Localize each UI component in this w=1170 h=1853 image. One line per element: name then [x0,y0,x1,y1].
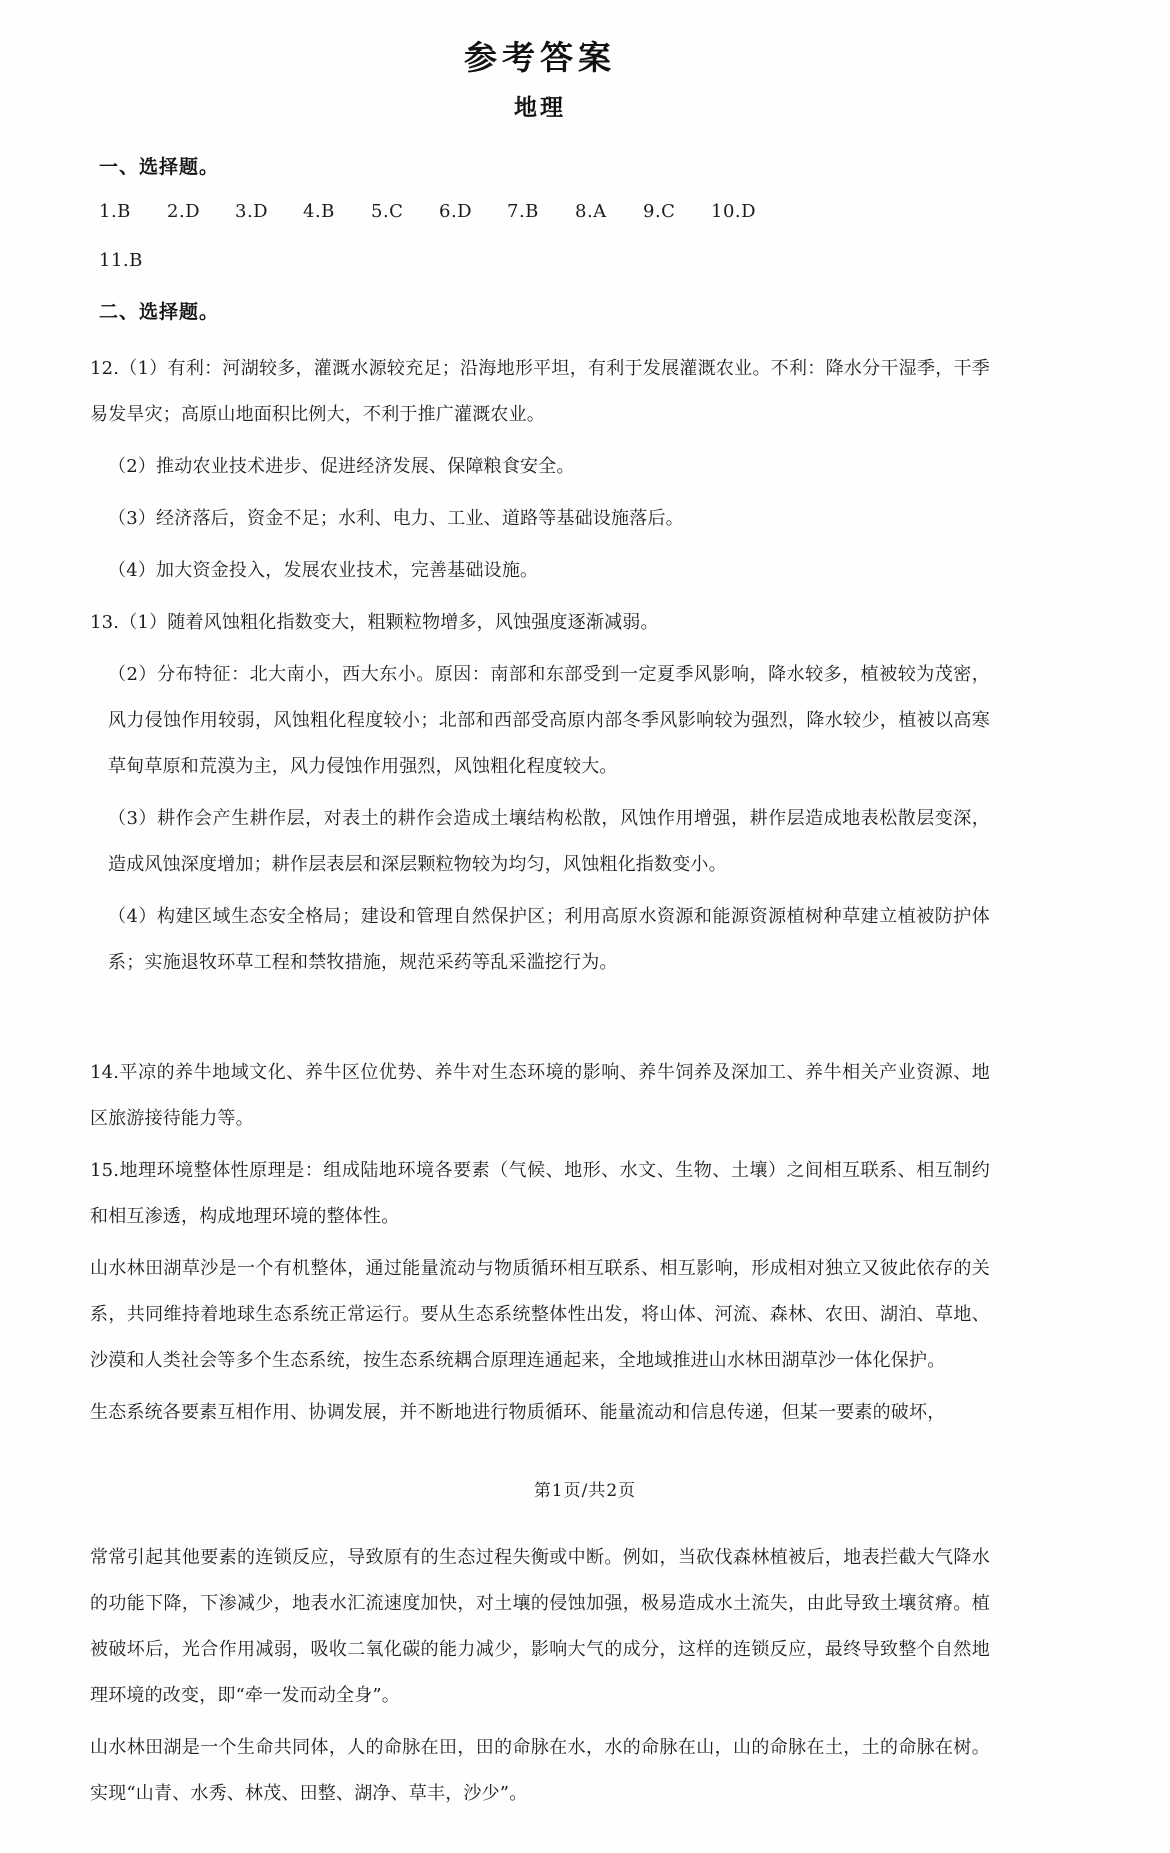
page-two-content [90,1535,990,1817]
section-one-heading: 一、选择题。 [99,156,220,178]
paragraph-spacer [90,992,990,1050]
subject-title: 地理 [514,94,566,121]
answer-paragraph-p2-2: 山水林田湖是一个生命共同体，人的命脉在田，田的命脉在水，水的命脉在山，山的命脉在土，土的命脉在树。实现“山青、水秀、林茂、田整、湖净、草丰，沙少”。 [90,1737,990,1804]
answer-item: 4.B [303,201,335,222]
answer-paragraph-q12-2: （2）推动农业技术进步、促进经济发展、保障粮食安全。 [108,456,575,477]
answer-paragraph-q13-1: 13.（1）随着风蚀粗化指数变大，粗颗粒物增多，风蚀强度逐渐减弱。 [90,612,659,633]
page-title: 参考答案 [464,38,616,77]
answer-item: 7.B [507,201,539,222]
answer-item: 5.C [371,201,404,222]
answer-paragraph-q15-2: 山水林田湖草沙是一个有机整体，通过能量流动与物质循环相互联系、相互影响，形成相对独立又彼此依存的关系，共同维持着地球生态系统正常运行。要从生态系统整体性出发，将山体、河流、森林、农田、湖泊、草地、沙漠和人类社会等多个生态系统，按生态系统耦合原理连通起来，全地域推进山水林田湖草沙一体化保护。 [90,1258,990,1371]
answer-paragraph-q12-3: （3）经济落后，资金不足；水利、电力、工业、道路等基础设施落后。 [108,508,684,529]
answer-paragraph-q12-4: （4）加大资金投入，发展农业技术，完善基础设施。 [108,560,539,581]
answer-paragraph-q14: 14.平凉的养牛地域文化、养牛区位优势、养牛对生态环境的影响、养牛饲养及深加工、养牛相关产业资源、地区旅游接待能力等。 [90,1062,990,1129]
answer-item: 9.C [643,201,676,222]
answer-paragraph-q13-3: （3）耕作会产生耕作层，对表土的耕作会造成土壤结构松散，风蚀作用增强，耕作层造成地表松散层变深，造成风蚀深度增加；耕作层表层和深层颗粒物较为均匀，风蚀粗化指数变小。 [108,808,990,875]
answer-item: 3.D [235,201,269,222]
answer-row-2 [99,250,990,271]
answer-paragraph-q15-3: 生态系统各要素互相作用、协调发展，并不断地进行物质循环、能量流动和信息传递，但某一要素的破坏， [90,1402,946,1423]
answer-item: 1.B [99,201,131,222]
answer-paragraph-p2-1: 常常引起其他要素的连锁反应，导致原有的生态过程失衡或中断。例如，当砍伐森林植被后，地表拦截大气降水的功能下降，下渗减少，地表水汇流速度加快，对土壤的侵蚀加强，极易造成水土流失，由此导致土壤贫瘠。植被破坏后，光合作用减弱，吸收二氧化碳的能力减少，影响大气的成分，这样的连锁反应，最终导致整个自然地理环境的改变，即“牵一发而动全身”。 [90,1547,990,1706]
answer-item: 6.D [439,201,473,222]
section-two-heading: 二、选择题。 [99,301,220,323]
answer-paragraph-q13-4: （4）构建区域生态安全格局；建设和管理自然保护区；利用高原水资源和能源资源植树种草建立植被防护体系；实施退牧环草工程和禁牧措施，规范采药等乱采滥挖行为。 [108,906,990,973]
answer-row-1 [99,201,990,222]
answer-item: 8.A [575,201,607,222]
answer-paragraph-q15-1: 15.地理环境整体性原理是：组成陆地环境各要素（气候、地形、水文、生物、土壤）之间相互联系、相互制约和相互渗透，构成地理环境的整体性。 [90,1160,990,1227]
page-number-footer: 第1页/共2页 [533,1481,637,1501]
page-one-content [90,32,990,1436]
answer-item: 11.B [99,250,143,271]
answer-item: 2.D [167,201,201,222]
answer-paragraph-q13-2: （2）分布特征：北大南小，西大东小。原因：南部和东部受到一定夏季风影响，降水较多，植被较为茂密，风力侵蚀作用较弱，风蚀粗化程度较小；北部和西部受高原内部冬季风影响较为强烈，降水较少，植被以高寒草甸草原和荒漠为主，风力侵蚀作用强烈，风蚀粗化程度较大。 [108,664,990,777]
answer-paragraph-q12-1: 12.（1）有利：河湖较多，灌溉水源较充足；沿海地形平坦，有利于发展灌溉农业。不利：降水分干湿季，干季易发旱灾；高原山地面积比例大，不利于推广灌溉农业。 [90,358,990,425]
answer-item: 10.D [711,201,757,222]
